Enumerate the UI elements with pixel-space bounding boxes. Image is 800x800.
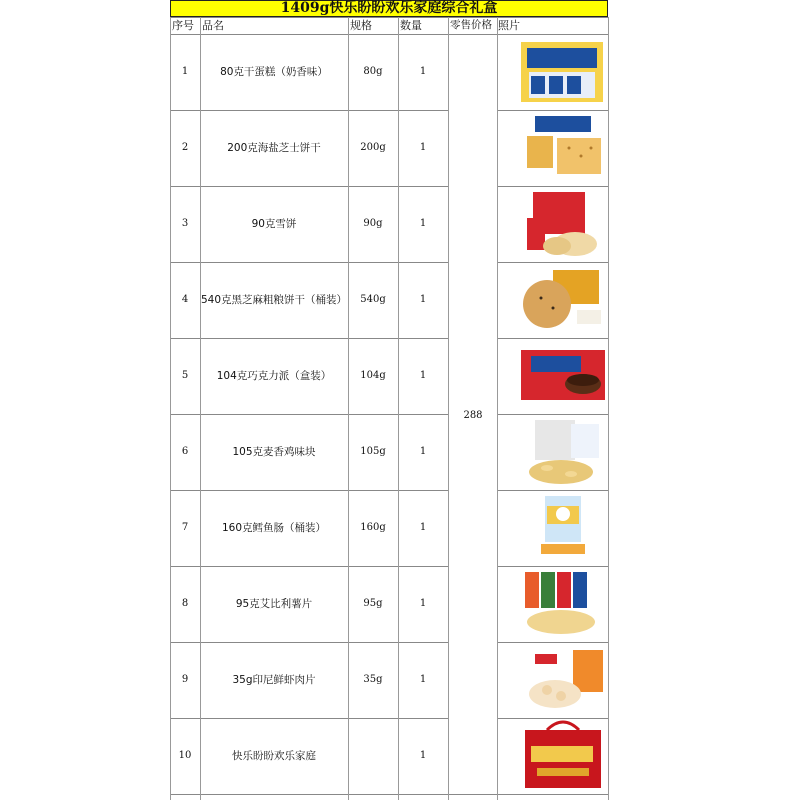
row-number: 1: [181, 66, 189, 77]
product-spec: 35g: [363, 674, 383, 685]
header-price: 零售价格: [450, 19, 492, 31]
product-spec: 80g: [363, 66, 383, 77]
product-name: 105克麦香鸡味块: [232, 446, 316, 458]
sesame-biscuit-tin-photo: [517, 264, 607, 336]
column-divider: [448, 17, 449, 800]
product-spec: 540g: [360, 294, 386, 305]
row-divider: [170, 490, 448, 491]
row-number: 7: [181, 522, 189, 533]
sheet-title: 1409g快乐盼盼欢乐家庭综合礼盒: [170, 0, 608, 17]
product-name: 540克黑芝麻粗粮饼干（桶装）: [200, 294, 348, 306]
product-name: 160克鳕鱼肠（桶装）: [221, 522, 327, 534]
spreadsheet: [170, 0, 608, 800]
row-divider: [497, 718, 608, 719]
header-spec: 规格: [350, 19, 372, 32]
product-qty: 1: [419, 674, 427, 685]
retail-price: 288: [463, 410, 483, 421]
product-qty: 1: [419, 446, 427, 457]
row-divider: [170, 718, 448, 719]
sponge-cake-pack-photo: [517, 36, 607, 108]
row-number: 8: [181, 598, 189, 609]
chicken-snack-bag-photo: [517, 416, 607, 488]
row-divider: [497, 642, 608, 643]
row-divider: [170, 414, 448, 415]
row-divider: [170, 794, 608, 795]
product-spec: 160g: [360, 522, 386, 533]
fish-sausage-jar-photo: [517, 492, 607, 564]
header-divider: [170, 17, 608, 18]
product-name: 35g印尼鲜虾肉片: [232, 674, 316, 686]
header-name: 品名: [202, 19, 224, 32]
shrimp-chips-photo: [517, 644, 607, 716]
row-divider: [497, 262, 608, 263]
gift-box-photo: [517, 720, 607, 792]
row-number: 5: [181, 370, 189, 381]
row-number: 4: [181, 294, 189, 305]
row-divider: [497, 338, 608, 339]
product-name: 90克雪饼: [251, 218, 297, 230]
row-number: 3: [181, 218, 189, 229]
header-qty: 数量: [400, 19, 422, 32]
product-qty: 1: [419, 598, 427, 609]
column-divider: [608, 17, 609, 800]
product-qty: 1: [419, 750, 427, 761]
product-qty: 1: [419, 522, 427, 533]
row-divider: [170, 186, 448, 187]
product-spec: 105g: [360, 446, 386, 457]
row-number: 6: [181, 446, 189, 457]
header-no: 序号: [172, 19, 194, 32]
product-name: 200克海盐芝士饼干: [227, 142, 321, 154]
product-name: 95克艾比利薯片: [235, 598, 313, 610]
header-photo: 照片: [498, 19, 520, 32]
product-name: 80克干蛋糕（奶香味）: [220, 66, 328, 78]
rice-cracker-photo: [517, 188, 607, 260]
row-divider: [170, 262, 448, 263]
chocolate-pie-box-photo: [517, 340, 607, 412]
row-number: 2: [181, 142, 189, 153]
product-spec: 200g: [360, 142, 386, 153]
row-divider: [170, 642, 448, 643]
product-spec: 90g: [363, 218, 383, 229]
product-name: 104克巧克力派（盒装）: [216, 370, 332, 382]
row-divider: [497, 186, 608, 187]
product-qty: 1: [419, 218, 427, 229]
row-number: 10: [178, 750, 192, 761]
row-divider: [497, 110, 608, 111]
row-divider: [497, 566, 608, 567]
product-qty: 1: [419, 66, 427, 77]
product-qty: 1: [419, 370, 427, 381]
row-divider: [170, 566, 448, 567]
cheese-cracker-photo: [517, 112, 607, 184]
row-divider: [497, 414, 608, 415]
row-divider: [497, 490, 608, 491]
product-qty: 1: [419, 294, 427, 305]
row-divider: [170, 34, 608, 35]
row-divider: [170, 110, 448, 111]
potato-chips-photo: [517, 568, 607, 640]
column-divider: [497, 17, 498, 800]
product-name: 快乐盼盼欢乐家庭: [232, 750, 316, 762]
row-divider: [170, 338, 448, 339]
product-qty: 1: [419, 142, 427, 153]
product-spec: 104g: [360, 370, 386, 381]
row-number: 9: [181, 674, 189, 685]
product-spec: 95g: [363, 598, 383, 609]
